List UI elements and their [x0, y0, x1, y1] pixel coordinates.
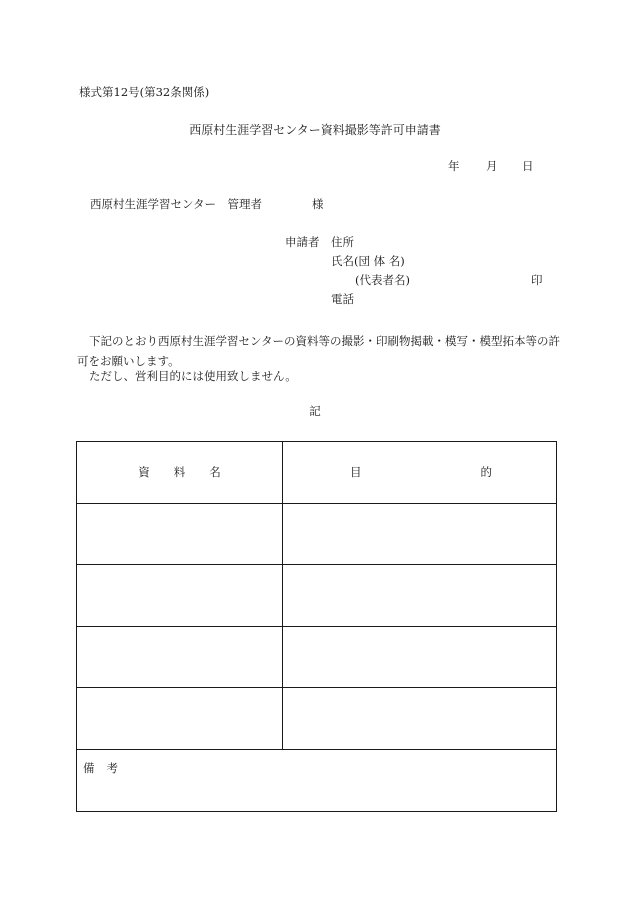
applicant-seal-label: 印 — [531, 273, 543, 287]
materials-table — [76, 441, 557, 812]
date-month-label: 月 — [486, 159, 498, 173]
addressee-honorific: 様 — [312, 197, 324, 211]
date-day-label: 日 — [522, 159, 534, 173]
header-purpose — [283, 442, 557, 504]
addressee-name: 西原村生涯学習センター 管理者 — [90, 197, 263, 211]
material-cell[interactable] — [77, 565, 283, 627]
notes-label: 備考 — [83, 760, 130, 775]
material-cell[interactable] — [77, 688, 283, 750]
header-purpose-label-1: 目 — [350, 465, 362, 480]
applicant-representative-label: (代表者名) — [355, 273, 410, 287]
date-year-label: 年 — [448, 159, 460, 173]
request-paragraph: 下記のとおり西原村生涯学習センターの資料等の撮影・印刷物掲載・模写・模型拓本等の許可をお願いします。 — [77, 334, 561, 368]
applicant-address-label: 住所 — [331, 235, 354, 249]
applicant-label: 申請者 — [285, 235, 320, 249]
header-material-label: 資料名 — [138, 465, 245, 480]
notes-cell[interactable] — [77, 749, 557, 811]
purpose-cell[interactable] — [283, 565, 557, 627]
header-material — [77, 442, 283, 504]
table-header-row — [77, 442, 557, 504]
purpose-cell[interactable] — [283, 626, 557, 688]
document-title: 西原村生涯学習センター資料撮影等許可申請書 — [189, 123, 441, 137]
non-commercial-paragraph: ただし、営利目的には使用致しません。 — [89, 369, 297, 383]
ki-heading: 記 — [309, 404, 321, 418]
applicant-name-label: 氏名(団 体 名) — [331, 254, 405, 268]
addressee — [90, 199, 324, 211]
table-row — [77, 626, 557, 688]
notes-row — [77, 749, 557, 811]
header-purpose-label-2: 的 — [480, 465, 492, 480]
applicant-phone-label: 電話 — [331, 292, 354, 306]
material-cell[interactable] — [77, 626, 283, 688]
purpose-cell[interactable] — [283, 503, 557, 565]
table-row — [77, 565, 557, 627]
purpose-cell[interactable] — [283, 688, 557, 750]
table-row — [77, 688, 557, 750]
table-row — [77, 503, 557, 565]
material-cell[interactable] — [77, 503, 283, 565]
form-number: 様式第12号(第32条関係) — [79, 85, 210, 99]
